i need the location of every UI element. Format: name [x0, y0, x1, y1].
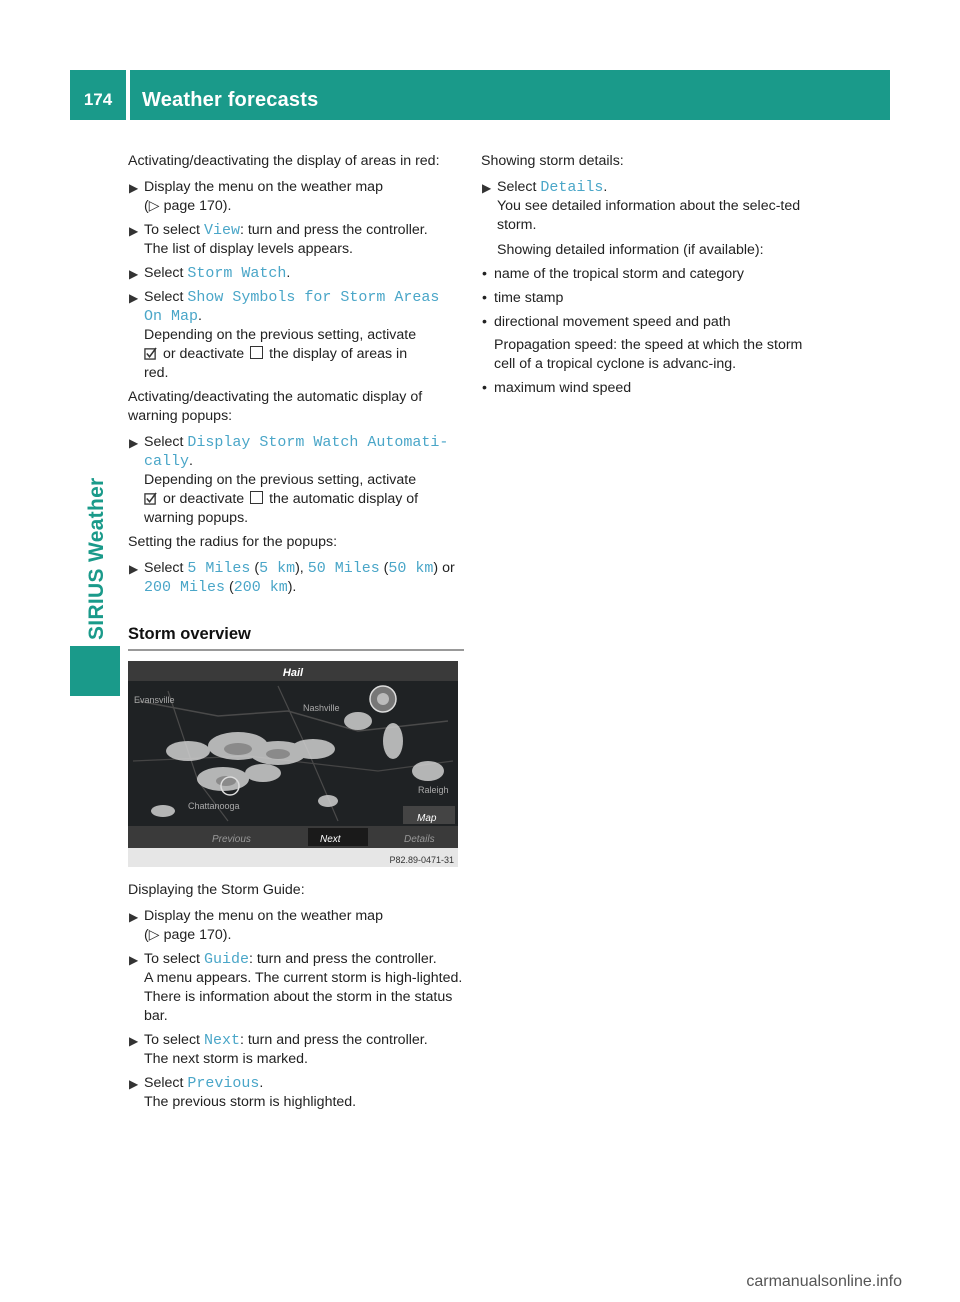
list-item: • directional movement speed and path Propagation speed: the speed at which the storm cell of a tropical cyclone is advanc-ing. [482, 314, 803, 372]
bullet-icon: • [482, 314, 487, 330]
intro-radius: Setting the radius for the popups: [128, 534, 338, 550]
list-item: • name of the tropical storm and category [482, 266, 744, 282]
storm-overview-screenshot [128, 661, 458, 867]
step-select-previous: ▶ Select Previous. The previous storm is highlighted. [129, 1075, 357, 1110]
step-select-storm-watch: ▶ Select Storm Watch. [129, 265, 291, 282]
step-select-details: ▶ Select Details. You see detailed information about the selec-ted storm. Showing detailed information (if available): [482, 179, 801, 258]
step-arrow-icon: ▶ [129, 436, 139, 450]
page-ref-icon: ▷ [148, 927, 160, 943]
intro-popups: Activating/deactivating the automatic display of warning popups: [128, 389, 423, 424]
section-header-title: Weather forecasts [142, 89, 319, 111]
intro-details: Showing storm details: [481, 153, 624, 169]
chapter-side-tab [70, 160, 120, 696]
step-display-menu: ▶ Display the menu on the weather map (▷ page 170). [129, 179, 383, 214]
step-show-symbols: ▶ Select Show Symbols for Storm Areas On Map. Depending on the previous setting, activate or deactivate the display of areas in red. [129, 289, 440, 381]
page-number: 174 [83, 90, 113, 109]
menu-details[interactable]: Details [404, 834, 435, 845]
step-guide-display-menu: ▶ Display the menu on the weather map (▷ page 170). [129, 908, 383, 943]
step-select-radius: ▶ Select 5 Miles (5 km), 50 Miles (50 km) or 200 Miles (200 km). [129, 560, 455, 596]
bullet-icon: • [482, 290, 487, 306]
step-select-view: ▶ To select View: turn and press the controller. The list of display levels appears. [129, 222, 428, 257]
image-code: P82.89-0471-31 [389, 855, 454, 865]
map-city-label: Evansville [134, 695, 175, 705]
step-arrow-icon: ▶ [129, 267, 139, 281]
page-ref-icon: ▷ [148, 198, 160, 214]
left-column [128, 152, 464, 1117]
right-column [481, 152, 821, 403]
step-arrow-icon: ▶ [129, 224, 139, 238]
step-arrow-icon: ▶ [129, 1077, 139, 1091]
checkbox-checked-icon [144, 347, 157, 360]
header-separator [126, 70, 130, 120]
step-select-next: ▶ To select Next: turn and press the controller. The next storm is marked. [129, 1032, 428, 1067]
step-arrow-icon: ▶ [129, 953, 139, 967]
menu-next[interactable]: Next [320, 834, 341, 845]
chapter-side-block [70, 646, 120, 696]
bullet-icon: • [482, 380, 487, 396]
checkbox-checked-icon [144, 492, 157, 505]
screen-title: Hail [282, 667, 304, 679]
step-arrow-icon: ▶ [129, 562, 139, 576]
bullet-icon: • [482, 266, 487, 282]
step-arrow-icon: ▶ [129, 910, 139, 924]
map-city-label: Nashville [303, 703, 340, 713]
section-rule [128, 649, 464, 651]
step-select-guide: ▶ To select Guide: turn and press the controller. A menu appears. The current storm is high-lighted. There is information about the storm in the status bar. [129, 951, 463, 1024]
step-display-storm-watch-auto: ▶ Select Display Storm Watch Automati‑ cally. Depending on the previous setting, activate or deactivate the automatic display of warning popups. [129, 434, 449, 526]
menu-item-previous: Previous [187, 1075, 260, 1092]
step-arrow-icon: ▶ [129, 181, 139, 195]
footer-watermark: carmanualsonline.info [746, 1273, 902, 1290]
list-item: • maximum wind speed [482, 380, 632, 396]
map-city-label: Chattanooga [188, 801, 240, 811]
menu-item-show-symbols: Show Symbols for Storm Areas [187, 289, 440, 306]
intro-areas: Activating/deactivating the display of areas in red: [128, 153, 440, 169]
list-item: • time stamp [482, 290, 564, 306]
section-title-storm-overview: Storm overview [128, 625, 251, 643]
step-arrow-icon: ▶ [482, 181, 492, 195]
menu-item-storm-watch: Storm Watch [187, 265, 287, 282]
checkbox-empty-icon [250, 346, 263, 359]
intro-guide: Displaying the Storm Guide: [128, 882, 305, 898]
menu-item-guide: Guide [203, 951, 249, 968]
checkbox-empty-icon [250, 491, 263, 504]
chapter-side-label: SIRIUS Weather [85, 477, 108, 640]
map-city-label: Raleigh [418, 785, 449, 795]
page-header [70, 70, 890, 120]
menu-item-details: Details [540, 179, 604, 196]
menu-previous[interactable]: Previous [212, 834, 251, 845]
menu-item-next: Next [203, 1032, 240, 1049]
menu-item-display-storm-watch: Display Storm Watch Automati‑ [187, 434, 449, 451]
map-button[interactable]: Map [417, 813, 437, 824]
step-arrow-icon: ▶ [129, 1034, 139, 1048]
step-arrow-icon: ▶ [129, 291, 139, 305]
menu-item-view: View [203, 222, 240, 239]
